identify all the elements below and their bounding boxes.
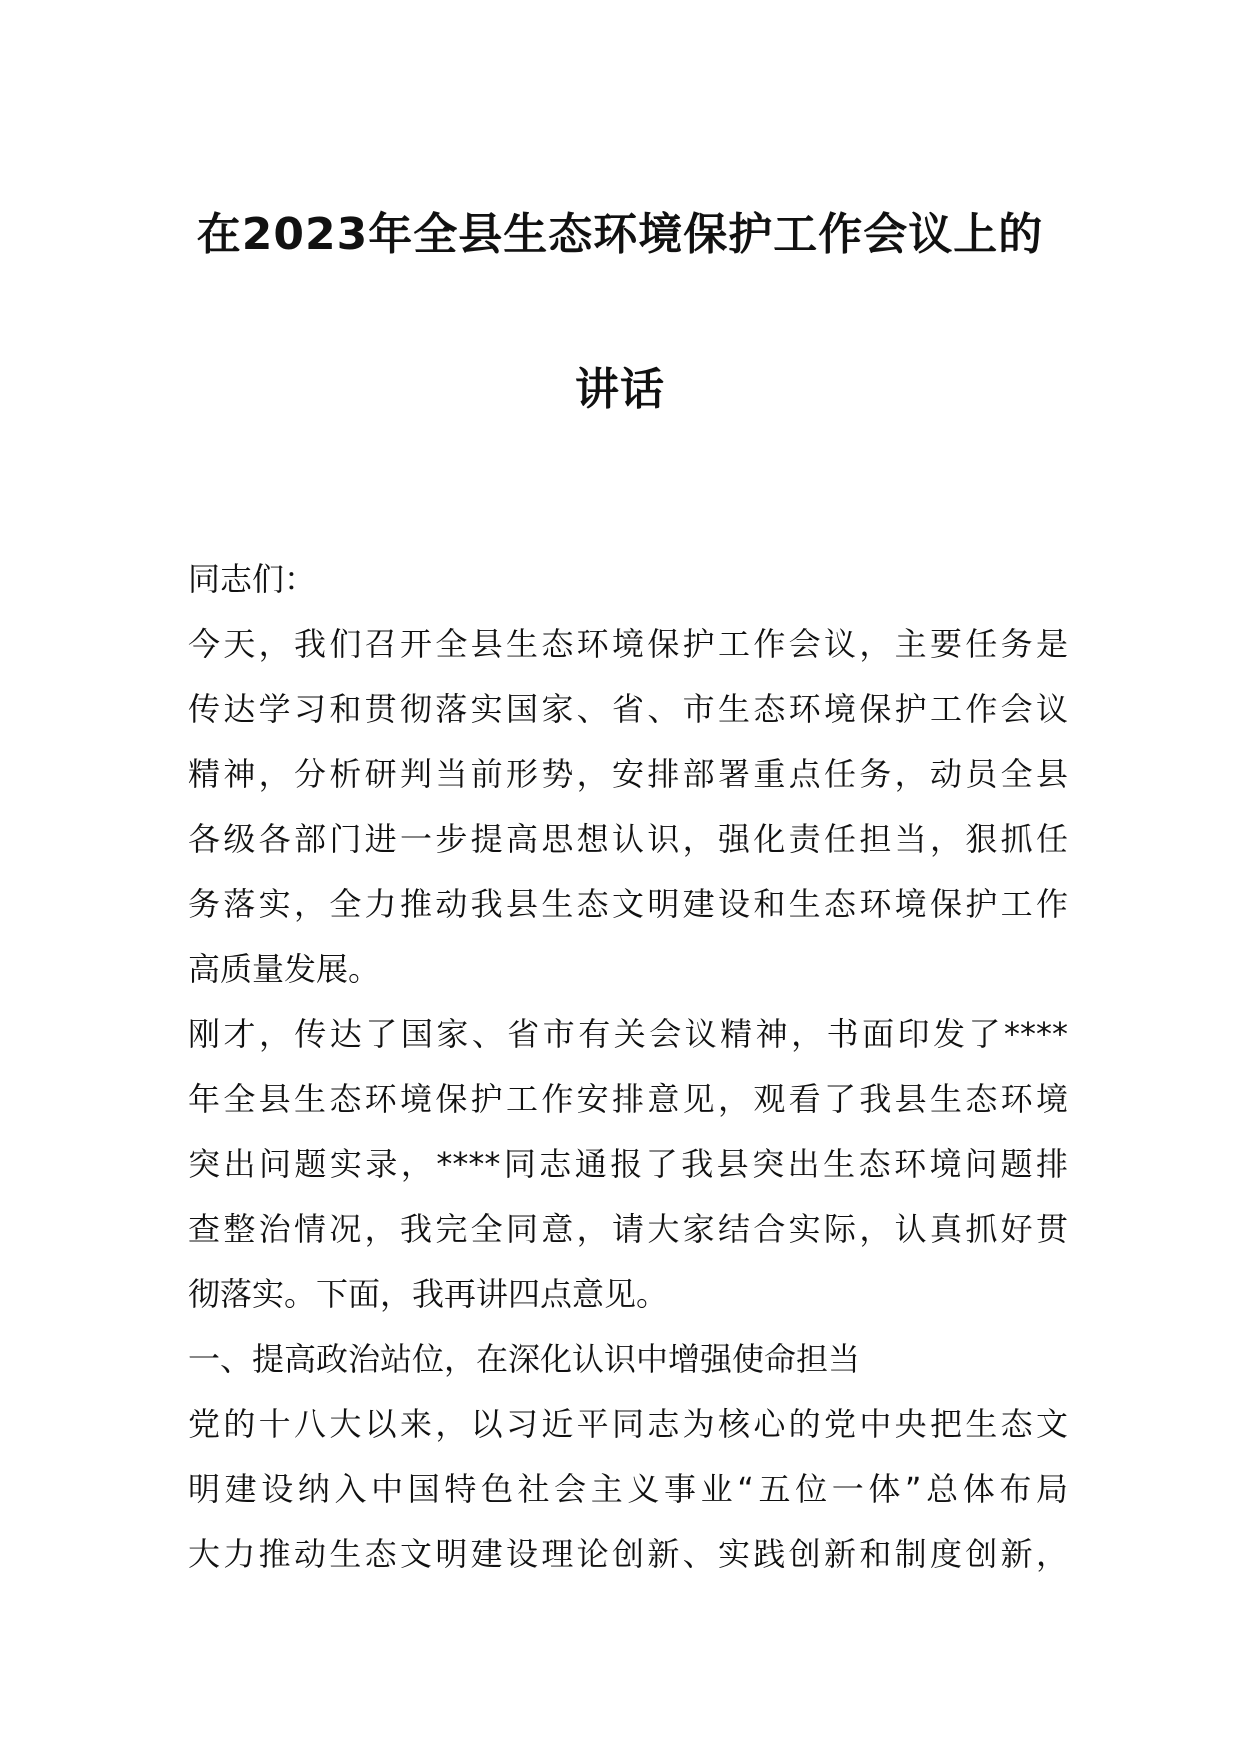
text-line: 刚才，传达了国家、省市有关会议精神，书面印发了**** [188, 1015, 1068, 1053]
text-line: 传达学习和贯彻落实国家、省、市生态环境保护工作会议 [188, 690, 1068, 728]
paragraph-section-1 [188, 1392, 1068, 1587]
text-line: 今天，我们召开全县生态环境保护工作会议，主要任务是 [188, 625, 1068, 663]
document-title-line-1: 在2023年全县生态环境保护工作会议上的 [196, 209, 1044, 260]
salutation: 同志们： [188, 560, 317, 598]
text-line: 查整治情况，我完全同意，请大家结合实际，认真抓好贯 [188, 1210, 1068, 1248]
section-heading-1 [188, 1327, 1068, 1392]
document-title-line-2: 讲话 [575, 364, 665, 415]
text-line: 大力推动生态文明建设理论创新、实践创新和制度创新， [188, 1535, 1068, 1573]
text-line: 年全县生态环境保护工作安排意见，观看了我县生态环境 [188, 1080, 1068, 1118]
text-line: 各级各部门进一步提高思想认识，强化责任担当，狠抓任 [188, 820, 1068, 858]
document-body [188, 547, 1068, 1587]
text-line: 明建设纳入中国特色社会主义事业“五位一体”总体布局 [188, 1470, 1068, 1508]
text-line: 彻落实。下面，我再讲四点意见。 [188, 1275, 669, 1313]
paragraph-opening [188, 612, 1068, 1002]
text-line: 突出问题实录，****同志通报了我县突出生态环境问题排 [188, 1145, 1068, 1183]
text-line: 党的十八大以来，以习近平同志为核心的党中央把生态文 [188, 1405, 1068, 1443]
text-line: 精神，分析研判当前形势，安排部署重点任务，动员全县 [188, 755, 1068, 793]
paragraph-review [188, 1002, 1068, 1327]
text-line: 务落实，全力推动我县生态文明建设和生态环境保护工作 [188, 885, 1068, 923]
section-heading: 一、提高政治站位，在深化认识中增强使命担当 [188, 1340, 861, 1378]
text-line: 高质量发展。 [188, 950, 381, 988]
